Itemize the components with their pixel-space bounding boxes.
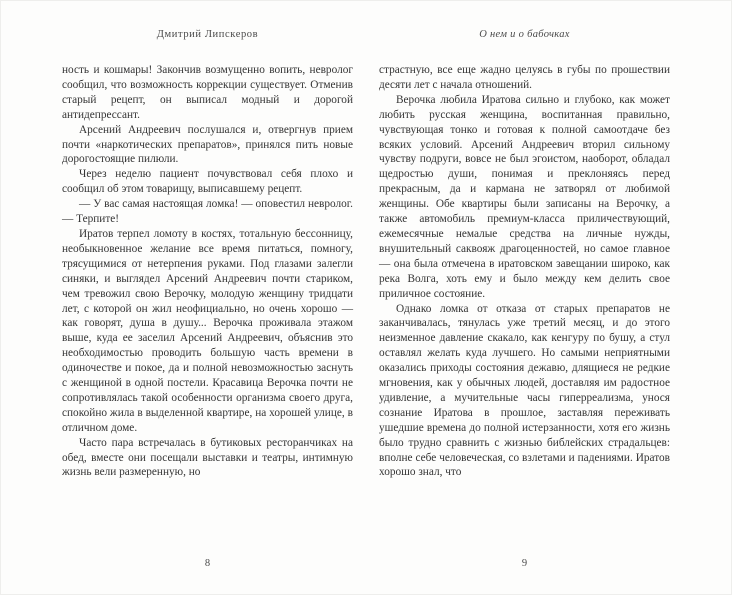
paragraph: Иратов терпел ломоту в костях, тотальную бессонницу, необыкновенное желание все время питаться, помногу, трясущимися от нетерпения руками. Под глазами залегли синяки, и выглядел Арсений Андреевич почти стариком, чем тревожил свою Верочку, молодую женщину тридцати лет, с которой он жил неофициально, но очень хорошо — как говорят, душа в душу... Верочка проживала этажом выше, куда ее заселил Арсений Андреевич, объяснив это необходимостью проводить большую часть времени в одиночестве и покое, да и полной невозможностью заснуть с женщиной в одной постели. Красавица Верочка почти не сопротивлялась такой особенности организма своего друга, спокойно жила в выделенной квартире, на хорошей улице, в отличном доме. (62, 227, 353, 434)
paragraph: ность и кошмары! Закончив возмущенно вопить, невролог сообщил, что возможность коррекции существует. Отменив старый рецепт, он выписал модный и дорогой антидепрессант. (62, 64, 353, 121)
paragraph: Через неделю пациент почувствовал себя плохо и сообщил об этом товарищу, выписавшему рецепт. (62, 168, 353, 196)
page-left (62, 0, 353, 595)
paragraph: страстную, все еще жадно целуясь в губы по прошествии десяти лет с начала отношений. (379, 64, 670, 91)
page-number-right: 9 (521, 558, 528, 569)
page-text-left (62, 63, 353, 480)
paragraph: — У вас самая настоящая ломка! — оповестил невролог. — Терпите! (62, 198, 353, 226)
page-number-left: 8 (204, 558, 211, 569)
paragraph: Арсений Андреевич послушался и, отвергнув прием почти «наркотических препаратов», принялся пить новые дорогостоящие пилюли. (62, 123, 353, 166)
running-header-author: Дмитрий Липскеров (156, 29, 259, 40)
paragraph: Верочка любила Иратова сильно и глубоко, как может любить русская женщина, воспитанная правильно, чувствующая тонко и готовая к полной самоотдаче без всяких условий. Арсений Андреевич вторил сильному чувству подруги, вовсе не был эгоистом, наоборот, обладал щедростью души, понимая и преклоняясь перед прекрасным, да и кармана не затворял от любимой женщины. Обе квартиры были записаны на Верочку, а также автомобиль премиум-класса приличествующий, ежемесячные немалые средства на личные нужды, внушительный саквояж драгоценностей, но самое главное — она была отмечена в иратовском завещании широко, как река Волга, хоть ему и было между кем делить свое приличное состояние. (379, 93, 670, 300)
paragraph: Однако ломка от отказа от старых препаратов не заканчивалась, тянулась уже третий месяц, и до этого неизменное давление скакало, как кенгуру по бушу, а стул оставлял желать куда лучшего. Но самыми неприятными оказались приходы состояния дежавю, длящиеся не редкие мгновения, как у обычных людей, доставляя им радостное удивление, а мучительные часы гиперреализма, унося сознание Иратова в прошлое, заставляя переживать ушедшие времена до полной истерзанности, хотя его жизнь было трудно сравнить с жизнью библейских страдальцев: вполне себе человеческая, со взлетами и падениями. Иратов хорошо знал, что (379, 302, 670, 479)
paragraph: Часто пара встречалась в бутиковых ресторанчиках на обед, вместе они посещали выставки и театры, интимную жизнь вели размеренную, но (62, 436, 353, 479)
page-right (379, 0, 670, 595)
running-header-title: О нем и о бабочках (479, 29, 570, 40)
page-text-right (379, 63, 670, 480)
